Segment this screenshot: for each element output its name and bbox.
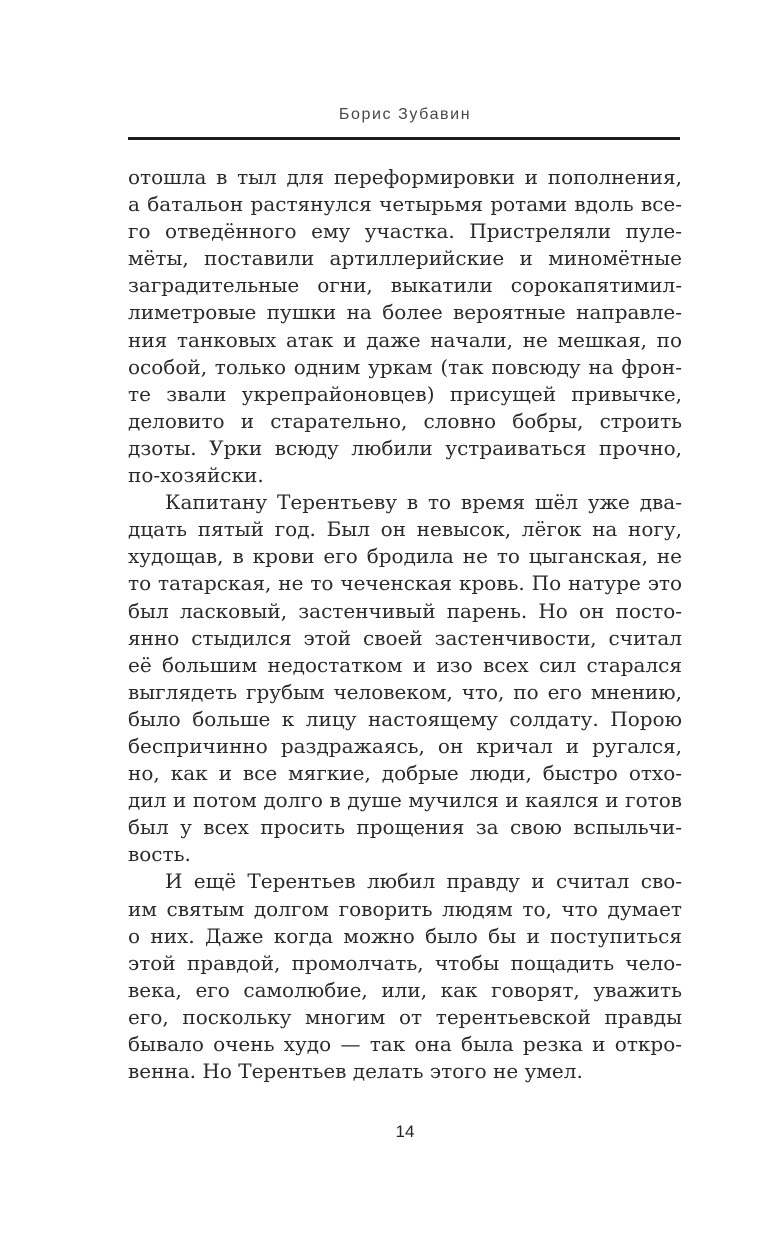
text-line: янно стыдился этой своей застенчивости, считал xyxy=(128,625,682,650)
text-line: беспричинно раздражаясь, он кричал и ругался, xyxy=(128,733,682,758)
text-line: дил и потом долго в душе мучился и каялся и готов xyxy=(128,788,682,813)
text-line: а батальон растянулся четырьмя ротами вдоль все- xyxy=(128,192,682,217)
text-line: им святым долгом говорить людям то, что думает xyxy=(128,896,682,921)
text-line: был у всех просить прощения за свою вспыльчи- xyxy=(128,815,682,840)
text-line: заградительные огни, выкатили сорокапятимил- xyxy=(128,273,682,298)
text-line: по-хозяйски. xyxy=(128,463,264,488)
text-line: ния танковых атак и даже начали, не мешкая, по xyxy=(128,327,682,352)
text-line: худощав, в крови его бродила не то цыганская, не xyxy=(128,544,682,569)
text-line: выглядеть грубым человеком, что, по его мнению, xyxy=(128,679,682,704)
text-line: было больше к лицу настоящему солдату. Порою xyxy=(128,706,682,731)
text-line: отошла в тыл для переформировки и пополнения, xyxy=(128,165,682,189)
text-line: этой правдой, промолчать, чтобы пощадить чело- xyxy=(128,950,682,975)
text-line: бывало очень худо — так она была резка и откро- xyxy=(128,1032,682,1056)
header-rule xyxy=(128,137,680,140)
text-line: был ласковый, застенчивый парень. Но он посто- xyxy=(128,598,682,623)
text-line: деловито и старательно, словно бобры, строить xyxy=(128,408,682,433)
text-line: мёты, поставили артиллерийские и миномётные xyxy=(128,246,682,271)
text-line: лиметровые пушки на более вероятные направле- xyxy=(128,300,682,325)
text-line: о них. Даже когда можно было бы и поступиться xyxy=(128,923,682,948)
text-line: особой, только одним уркам (так повсюду на фрон- xyxy=(128,354,682,379)
text-line: то татарская, не то чеченская кровь. По натуре это xyxy=(128,571,682,596)
text-line: её большим недостатком и изо всех сил старался xyxy=(128,652,682,677)
text-line: но, как и все мягкие, добрые люди, быстро отхо- xyxy=(128,761,682,786)
page-number: 14 xyxy=(395,1122,415,1141)
text-line: дзоты. Урки всюду любили устраиваться прочно, xyxy=(128,435,682,460)
text-line: вость. xyxy=(128,842,191,867)
text-line: те звали укрепрайоновцев) присущей привычке, xyxy=(128,381,682,406)
body-text xyxy=(128,164,682,1085)
text-line: го отведённого ему участка. Пристреляли пуле- xyxy=(128,219,682,244)
text-line: дцать пятый год. Был он невысок, лёгок на ногу, xyxy=(128,517,682,542)
text-line: века, его самолюбие, или, как говорят, уважить xyxy=(128,977,682,1002)
text-line: Капитану Терентьеву в то время шёл уже два- xyxy=(165,490,682,515)
text-line: И ещё Терентьев любил правду и считал сво- xyxy=(165,869,682,894)
running-head-author: Борис Зубавин xyxy=(338,106,472,123)
text-line: его, поскольку многим от терентьевской правды xyxy=(128,1004,682,1029)
text-line: венна. Но Терентьев делать этого не умел. xyxy=(128,1059,583,1084)
